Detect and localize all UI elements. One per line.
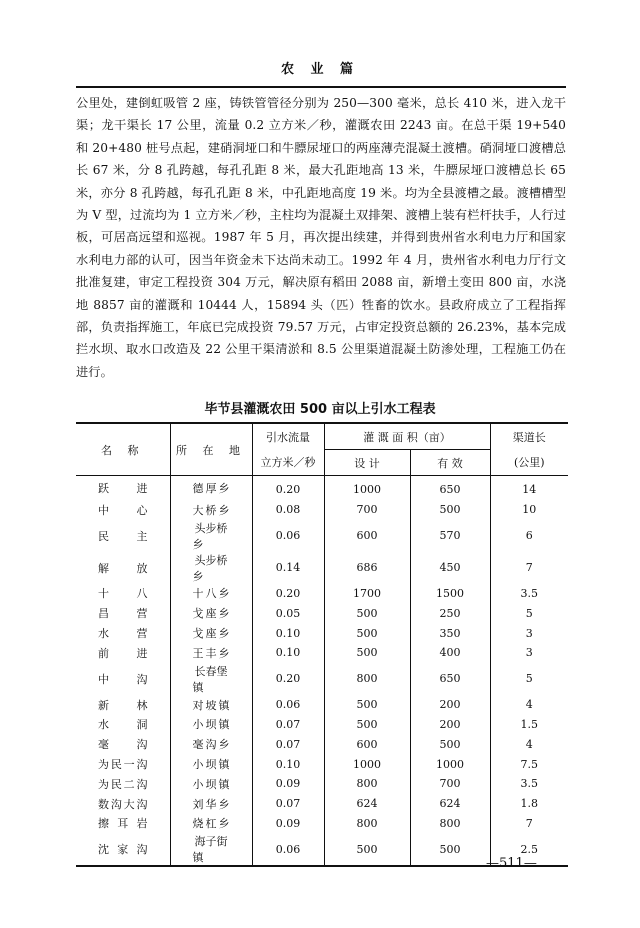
cell-effective: 200 [410, 715, 490, 735]
header-effective: 有 效 [410, 450, 490, 476]
cell-length: 7.5 [490, 754, 568, 774]
cell-name: 擦耳岩 [98, 817, 148, 831]
cell-location: 小坝镇 [170, 754, 252, 774]
table-row [76, 603, 568, 623]
cell-effective: 500 [410, 500, 490, 520]
cell-design: 600 [324, 520, 410, 552]
cell-location: 大桥乡 [170, 500, 252, 520]
cell-flow: 0.06 [252, 695, 324, 715]
cell-length: 3 [490, 623, 568, 643]
table-row [76, 584, 568, 604]
table-row [76, 695, 568, 715]
cell-flow: 0.10 [252, 643, 324, 663]
cell-location: 海子街镇 [170, 833, 252, 866]
cell-length: 3.5 [490, 584, 568, 604]
cell-flow: 0.07 [252, 794, 324, 814]
table-row [76, 663, 568, 695]
table-row [76, 623, 568, 643]
running-header: 农 业 篇 [280, 62, 360, 77]
cell-flow: 0.10 [252, 754, 324, 774]
cell-effective: 650 [410, 663, 490, 695]
body-paragraph: 公里处，建倒虹吸管 2 座，铸铁管管径分别为 250—300 毫米，总长 410 米，进入龙干渠；龙干渠长 17 公里，流量 0.2 立方米／秒，灌溉农田 2243 亩。在总干渠 19+540 和 20+480 桩号点起，建硝洞垭口和牛膘尿垭口的两座薄壳混凝土渡槽。硝洞垭口渡槽总长 67 米，分 8 孔跨越，每孔孔距 8 米，最大孔距地高 13 米，牛膘尿垭口渡槽总长 65 米，亦分 8 孔跨越，每孔孔距 8 米，中孔距地高度 19 米。均为全县渡槽之最。渡槽槽型为 V 型，过流均为 1 立方米／秒，主柱均为混凝土双排架、渡槽上装有栏杆扶手，人行过板，可居高远望和巡视。1987 年 5 月，再次提出续建，并得到贵州省水利电力厅和国家水利电力部的认可，因当年资金未下达尚未动工。1992 年 4 月，贵州省水利电力厅行文批准复建，审定工程投资 304 万元，解决原有稻田 2088 亩，新增土变田 800 亩，水浇地 8857 亩的灌溉和 10444 人，15894 头（匹）牲畜的饮水。县政府成立了工程指挥部，负责指挥施工，年底已完成投资 79.57 万元，占审定投资总额的 26.23%，基本完成拦水坝、取水口改造及 22 公里干渠清淤和 8.5 公里渠道混凝土防渗处理，工程施工仍在进行。 [76, 96, 566, 379]
cell-location: 对坡镇 [170, 695, 252, 715]
page-number: —511— [486, 856, 537, 871]
header-name: 名 称 [76, 423, 170, 476]
cell-length: 4 [490, 695, 568, 715]
cell-design: 500 [324, 695, 410, 715]
irrigation-works-table [76, 422, 568, 867]
table-row [76, 520, 568, 552]
cell-effective: 1000 [410, 754, 490, 774]
cell-length: 1.5 [490, 715, 568, 735]
cell-design: 1000 [324, 476, 410, 500]
cell-flow: 0.14 [252, 552, 324, 584]
cell-design: 500 [324, 603, 410, 623]
cell-effective: 250 [410, 603, 490, 623]
header-canal-length: 渠道长 [490, 423, 568, 450]
cell-location: 戈座乡 [170, 623, 252, 643]
header-rule [76, 86, 566, 88]
cell-design: 800 [324, 663, 410, 695]
cell-name: 解放 [98, 561, 148, 575]
cell-design: 500 [324, 833, 410, 866]
cell-location: 头步桥乡 [170, 520, 252, 552]
cell-name: 水营 [98, 627, 148, 641]
cell-length: 1.8 [490, 794, 568, 814]
table-row [76, 774, 568, 794]
header-flow: 引水流量 [252, 423, 324, 450]
header-irrigated-area: 灌 溉 面 积（亩） [324, 423, 490, 450]
cell-name: 数沟大沟 [98, 797, 148, 811]
cell-flow: 0.08 [252, 500, 324, 520]
cell-length: 4 [490, 734, 568, 754]
table-row [76, 476, 568, 500]
cell-length: 5 [490, 663, 568, 695]
cell-name: 为民二沟 [98, 777, 148, 791]
cell-effective: 500 [410, 833, 490, 866]
cell-design: 1700 [324, 584, 410, 604]
cell-name: 跃进 [98, 481, 148, 495]
cell-length: 7 [490, 814, 568, 834]
cell-effective: 350 [410, 623, 490, 643]
cell-location: 毫沟乡 [170, 734, 252, 754]
cell-length: 3.5 [490, 774, 568, 794]
table-row [76, 500, 568, 520]
cell-name: 水洞 [98, 718, 148, 732]
cell-name: 沈家沟 [76, 833, 170, 866]
cell-flow: 0.20 [252, 476, 324, 500]
cell-design: 624 [324, 794, 410, 814]
cell-location: 头步桥乡 [170, 552, 252, 584]
cell-design: 800 [324, 774, 410, 794]
cell-flow: 0.07 [252, 715, 324, 735]
cell-flow: 0.10 [252, 623, 324, 643]
header-design: 设 计 [324, 450, 410, 476]
cell-effective: 700 [410, 774, 490, 794]
header-flow-unit: 立方米／秒 [252, 450, 324, 476]
cell-effective: 200 [410, 695, 490, 715]
table-row [76, 754, 568, 774]
cell-effective: 400 [410, 643, 490, 663]
cell-length: 5 [490, 603, 568, 623]
cell-location: 烧杠乡 [170, 814, 252, 834]
cell-location: 长春堡镇 [170, 663, 252, 695]
cell-flow: 0.20 [252, 663, 324, 695]
cell-effective: 500 [410, 734, 490, 754]
cell-length: 6 [490, 520, 568, 552]
cell-design: 500 [324, 623, 410, 643]
cell-effective: 450 [410, 552, 490, 584]
cell-name: 中沟 [98, 672, 148, 686]
cell-flow: 0.09 [252, 774, 324, 794]
table-row [76, 715, 568, 735]
cell-location: 德厚乡 [170, 476, 252, 500]
cell-location: 刘华乡 [170, 794, 252, 814]
cell-flow: 0.20 [252, 584, 324, 604]
cell-location: 戈座乡 [170, 603, 252, 623]
cell-design: 700 [324, 500, 410, 520]
cell-name: 民主 [98, 529, 148, 543]
header-canal-length-unit: (公里) [490, 450, 568, 476]
cell-effective: 624 [410, 794, 490, 814]
cell-length: 7 [490, 552, 568, 584]
table-row [76, 814, 568, 834]
cell-design: 686 [324, 552, 410, 584]
cell-length: 14 [490, 476, 568, 500]
cell-effective: 650 [410, 476, 490, 500]
cell-flow: 0.07 [252, 734, 324, 754]
cell-design: 600 [324, 734, 410, 754]
cell-length: 3 [490, 643, 568, 663]
cell-flow: 0.06 [252, 833, 324, 866]
table-row [76, 794, 568, 814]
cell-design: 500 [324, 643, 410, 663]
table-row [76, 643, 568, 663]
cell-name: 为民一沟 [98, 758, 148, 772]
header-location: 所 在 地 [170, 423, 252, 476]
cell-location: 十八乡 [170, 584, 252, 604]
cell-location: 王丰乡 [170, 643, 252, 663]
cell-effective: 800 [410, 814, 490, 834]
cell-name: 中心 [98, 503, 148, 517]
cell-flow: 0.09 [252, 814, 324, 834]
cell-effective: 570 [410, 520, 490, 552]
cell-name: 新林 [98, 698, 148, 712]
cell-flow: 0.05 [252, 603, 324, 623]
cell-name: 前进 [98, 646, 148, 660]
cell-effective: 1500 [410, 584, 490, 604]
cell-design: 800 [324, 814, 410, 834]
cell-flow: 0.06 [252, 520, 324, 552]
table-row [76, 734, 568, 754]
cell-location: 小坝镇 [170, 774, 252, 794]
table-row [76, 552, 568, 584]
table-title: 毕节县灌溉农田 500 亩以上引水工程表 [204, 402, 436, 417]
cell-length: 10 [490, 500, 568, 520]
cell-location: 小坝镇 [170, 715, 252, 735]
cell-name: 十八 [98, 587, 148, 601]
cell-name: 昌营 [98, 607, 148, 621]
cell-design: 1000 [324, 754, 410, 774]
cell-design: 500 [324, 715, 410, 735]
cell-name: 毫沟 [98, 738, 148, 752]
cell-length: 2.5 [490, 833, 568, 866]
